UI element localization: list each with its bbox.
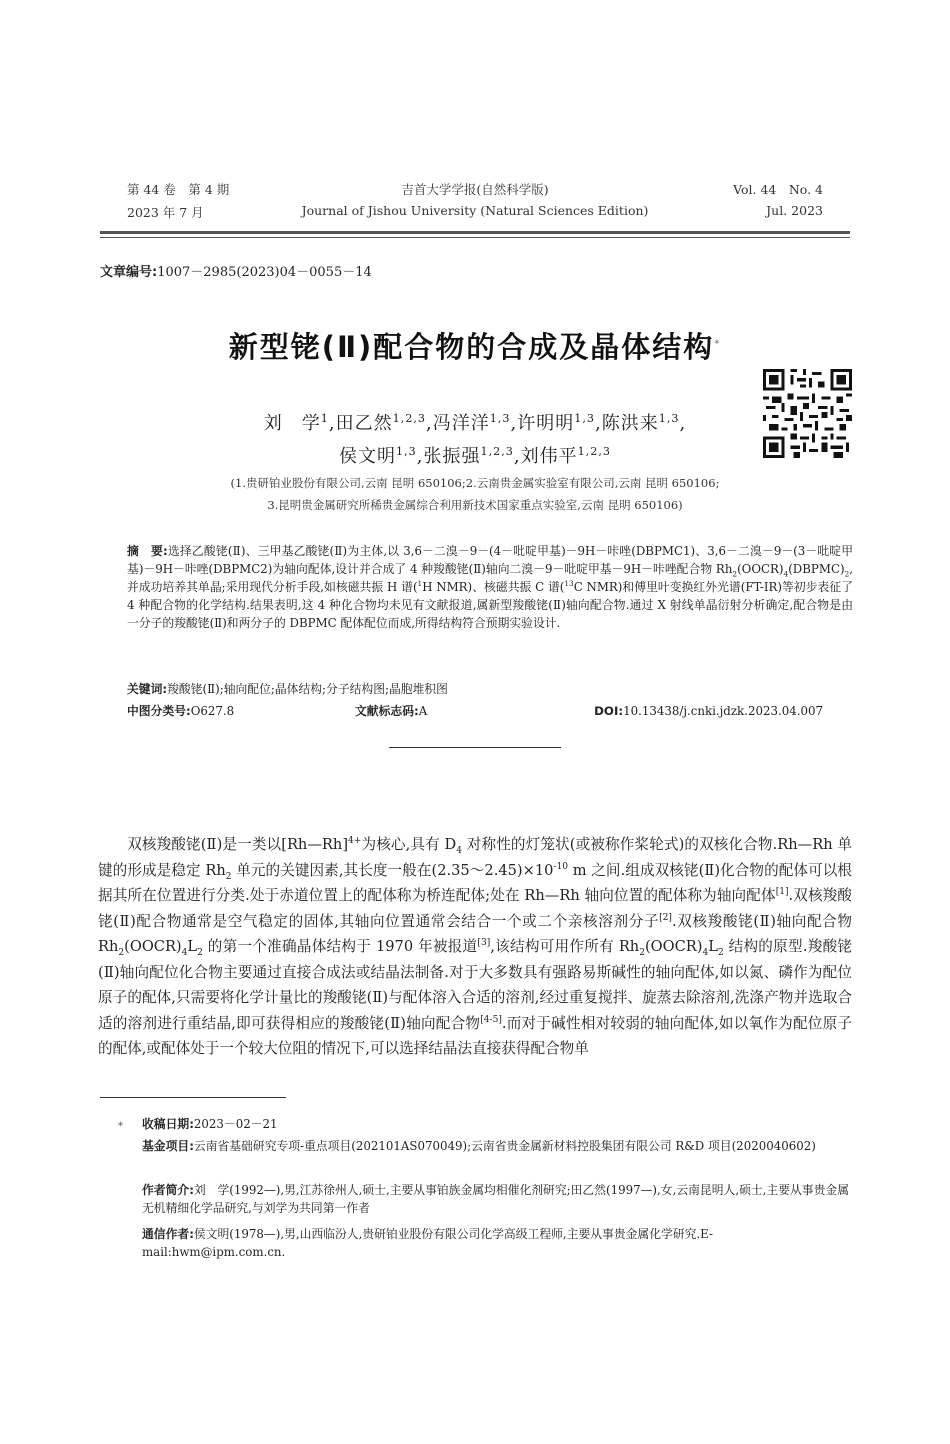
affiliations-line-2: 3.昆明贵金属研究所稀贵金属综合利用新技术国家重点实验室,云南 昆明 650106) — [267, 498, 683, 512]
footnote-fund — [142, 1137, 854, 1155]
section-divider — [389, 747, 561, 748]
citation-ref[interactable]: [2] — [659, 912, 672, 923]
author-affiliation-mark: 1,3 — [658, 412, 680, 425]
footnote-corresponding-author — [142, 1225, 854, 1261]
header-rule-thick — [100, 231, 850, 234]
body-text: 为核心,具有 D — [361, 836, 457, 853]
abstract-subscript: 2 — [844, 569, 850, 579]
fund-label: 基金项目: — [142, 1139, 194, 1153]
author-affiliation-mark: 1,3 — [489, 412, 511, 425]
body-subscript: 4 — [181, 947, 188, 958]
clc-value: O627.8 — [190, 704, 235, 718]
body-superscript: -10 — [553, 861, 568, 872]
footnote-author-bio — [142, 1181, 854, 1217]
affiliations-line-1: (1.贵研铂业股份有限公司,云南 昆明 650106;2.云南贵金属实验室有限公司,云南 昆明 650106; — [230, 476, 720, 490]
footnote-star: * — [118, 1121, 123, 1132]
doi-value: 10.13438/j.cnki.jdzk.2023.04.007 — [623, 704, 823, 718]
abstract-text: ,并成功培养其单晶;采用现代分析手段,如核磁共振 H 谱( — [127, 562, 853, 594]
citation-ref[interactable]: [3] — [477, 938, 491, 949]
body-text: .双核羧酸铑(Ⅱ)轴向配合物 Rh — [98, 912, 852, 955]
author-affiliation-mark: 1 — [320, 412, 329, 425]
body-text: .而对于碱性相对较弱的轴向配体,如以氧作为配位原子的配体,或配体处于一个较大位阻的情况下,可以选择结晶法直接获得配合物单 — [98, 1014, 853, 1057]
abstract-text: C NMR)和傅里叶变换红外光谱(FT-IR)等初步表征了 4 种配合物的化学结构.结果表明,这 4 种化合物均未见有文献报道,属新型羧酸铑(Ⅱ)轴向配合物.通过 X 射线单晶衍射分析确定,配合物是由一分子的羧酸铑(Ⅱ)和两分子的 DBPMC 配体配位而成,所得结构符合预期实验设计. — [127, 580, 853, 630]
author-affiliation-mark: 1,2,3 — [480, 445, 514, 458]
author-name: 冯洋洋 — [432, 413, 490, 434]
authors-line-2: 侯文明$^{1,3}$,张振强$^{1,2,3}$,刘伟平$^{1,2,3}$ — [339, 445, 611, 467]
abstract-text: 选择乙酸铑(Ⅱ)、三甲基乙酸铑(Ⅱ)为主体,以 3,6－二溴－9－(4－吡啶甲基)－9H－咔唑(DBPMC1)、3,6－二溴－9－(3－吡啶甲基)－9H－咔唑(DBPMC2)为轴向配体,设计并合成了 4 种羧酸铑(Ⅱ)轴向二溴－9－吡啶甲基－9H－咔唑配合物 Rh — [127, 544, 853, 576]
body-text: (OOCR) — [124, 938, 182, 955]
keywords — [127, 680, 448, 698]
abstract — [127, 542, 853, 632]
body-text: (OOCR) — [644, 938, 703, 955]
clc-label: 中图分类号: — [127, 704, 191, 718]
body-text: 结构的原型.羧酸铑(Ⅱ)轴向配位化合物主要通过直接合成法或结晶法制备.对于大多数具有强路易斯碱性的轴向配体,如以氮、磷作为配位原子的配体,只需要将化学计量比的羧酸铑(Ⅱ)与配体溶入合适的溶剂,经过重复搅拌、旋蒸去除溶剂,洗涤产物并选取合适的溶剂进行重结晶,即可获得相应的羧酸铑(Ⅱ)轴向配合物 — [98, 938, 853, 1032]
document-code-label: 文献标志码: — [355, 704, 419, 718]
body-subscript: 4 — [456, 845, 463, 856]
article-id-value: 1007－2985(2023)04－0055－14 — [157, 265, 372, 280]
received-label: 收稿日期: — [142, 1117, 194, 1131]
author-affiliation-mark: 1,3 — [396, 445, 417, 458]
abstract-text: H NMR)、核磁共振 C 谱( — [422, 580, 565, 594]
body-subscript: 2 — [118, 947, 125, 958]
body-text: .双核羧酸铑(Ⅱ)配合物通常是空气稳定的固体,其轴向位置通常会结合一个或二个亲核溶剂分子 — [98, 887, 852, 930]
footnote-received — [142, 1115, 852, 1133]
citation-ref[interactable]: [4-5] — [480, 1014, 502, 1025]
corresponding-label: 通信作者: — [142, 1227, 194, 1241]
abstract-subscript: 2 — [732, 569, 738, 579]
body-paragraph — [98, 832, 852, 1062]
body-text: m 之间.组成双核铑(Ⅱ)化合物的配体可以根据其所在位置进行分类.处于赤道位置上的配体称为桥连配体;处在 Rh—Rh 轴向位置的配体称为轴向配体 — [98, 861, 852, 904]
body-subscript: 4 — [702, 947, 709, 958]
abstract-subscript: 4 — [783, 569, 789, 579]
abstract-text: (DBPMC) — [788, 562, 845, 576]
header-volume-issue-cn: 第 44 卷 第 4 期 — [127, 182, 230, 197]
body-superscript: 4+ — [348, 836, 362, 847]
header-volume-issue-en: Vol. 44 No. 4 — [733, 182, 823, 197]
body-text: 的第一个准确晶体结构于 1970 年被报道 — [202, 938, 478, 955]
article-id — [100, 261, 372, 280]
authors-line-1: 刘 学$^1$,田乙然$^{1,2,3}$,冯洋洋$^{1,3}$,许明明$^{1,3}$,陈洪来$^{1,3}$, — [263, 412, 687, 434]
bio-label: 作者简介: — [142, 1183, 194, 1197]
author-name: 田乙然 — [335, 413, 393, 434]
abstract-superscript: 1 — [417, 579, 423, 589]
author-affiliation-mark: 1,3 — [574, 412, 595, 425]
article-id-label: 文章编号: — [100, 265, 158, 280]
author-name: 许明明 — [517, 413, 575, 434]
body-subscript: 2 — [717, 947, 724, 958]
title-footnote-mark: * — [714, 338, 722, 350]
doi-label: DOI: — [594, 704, 624, 718]
citation-ref[interactable]: [1] — [775, 887, 789, 898]
author-name: 刘伟平 — [520, 446, 578, 467]
author-affiliation-mark: 1,2,3 — [577, 445, 611, 458]
body-subscript: 2 — [197, 947, 203, 958]
author-name: 侯文明 — [339, 446, 396, 467]
body-text: 双核羧酸铑(Ⅱ)是一类以[Rh—Rh] — [127, 836, 349, 853]
author-affiliation-mark: 1,2,3 — [392, 412, 427, 425]
body-text: L — [708, 938, 718, 955]
header-rule-thin — [100, 237, 850, 238]
keywords-value: 羧酸铑(Ⅱ);轴向配位;晶体结构;分子结构图;晶胞堆积图 — [167, 682, 448, 696]
abstract-superscript: 13 — [564, 579, 574, 589]
doi — [594, 702, 823, 720]
document-code — [355, 702, 427, 720]
body-text: ,该结构可用作所有 Rh — [490, 938, 640, 955]
bio-value: 刘 学(1992—),男,江苏徐州人,硕士,主要从事铂族金属均相催化剂研究;田乙然(1997—),女,云南昆明人,硕士,主要从事贵金属无机精细化学品研究,与刘学为共同第一作者 — [142, 1183, 849, 1215]
abstract-label: 摘 要: — [127, 544, 168, 558]
body-text: L — [187, 938, 198, 955]
body-text: 单元的关键因素,其长度一般在(2.35～2.45)×10 — [231, 861, 554, 879]
title-text: 新型铑(Ⅱ)配合物的合成及晶体结构 — [228, 330, 715, 364]
fund-value: 云南省基础研究专项-重点项目(202101AS070049);云南省贵金属新材料控股集团有限公司 R&D 项目(2020040602) — [193, 1139, 816, 1153]
body-text: 对称性的灯笼状(或被称作桨轮式)的双核化合物.Rh—Rh 单键的形成是稳定 Rh — [98, 836, 853, 879]
received-value: 2023－02－21 — [193, 1117, 278, 1131]
author-name: 张振强 — [423, 446, 481, 467]
body-subscript: 2 — [639, 947, 645, 958]
corresponding-value: 侯文明(1978—),男,山西临汾人,贵研铂业股份有限公司化学高级工程师,主要从事贵金属化学研究.E-mail:hwm@ipm.com.cn. — [142, 1227, 713, 1259]
keywords-label: 关键词: — [127, 682, 168, 696]
clc-number — [127, 702, 234, 720]
author-name: 刘 学 — [263, 413, 321, 434]
document-code-value: A — [418, 704, 428, 718]
abstract-text: (OOCR) — [737, 562, 784, 576]
header-journal-cn: 吉首大学学报(自然科学版) — [401, 182, 549, 197]
header-date-en: Jul. 2023 — [766, 203, 823, 218]
header-date-cn: 2023 年 7 月 — [127, 205, 204, 220]
body-subscript: 2 — [225, 871, 232, 882]
page-title — [0, 325, 950, 366]
footnote-rule — [100, 1097, 286, 1098]
author-name: 陈洪来 — [601, 413, 659, 434]
header-journal-en: Journal of Jishou University (Natural Sciences Edition) — [301, 203, 649, 218]
